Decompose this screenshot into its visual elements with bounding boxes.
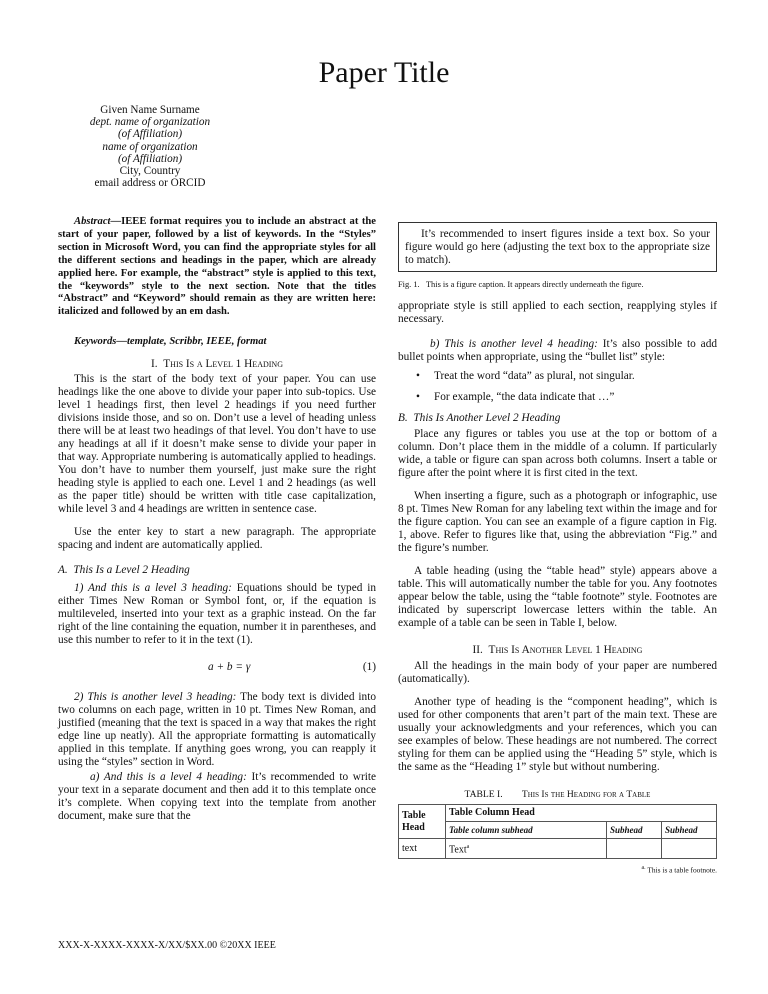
subsection-b-paragraph-3: A table heading (using the “table head” style) appears above a table. This will automatically number the table for you. Any footnotes appear below the table, using the “table footnote” style. Footnotes are indicated by superscript lowercase letters within the table. An example of a table can be seen in Table I, below. [398, 565, 717, 629]
right-column [398, 222, 717, 877]
level3-paragraph-2: 2) This is another level 3 heading: The body text is divided into two columns on each page, written in 10 pt. Times New Roman, and justified (meaning that the text is spaced in a way that makes the right edge line up neatly). All the appropriate formatting is automatically applied in this template. If anything goes wrong, you can reapply it using the “styles” section in Word. [58, 691, 376, 769]
bullet-item: • Treat the word “data” as plural, not singular. [398, 370, 717, 383]
table-head: Table Head [399, 805, 446, 839]
equation-expression: a + b = γ [208, 661, 251, 674]
author-contact: email address or ORCID [94, 177, 206, 190]
table-cell: text [399, 839, 446, 859]
author-block [70, 104, 230, 189]
continued-paragraph: appropriate style is still applied to each section, reapplying styles if necessary. [398, 300, 717, 325]
author-affiliation-2: (of Affiliation) [117, 152, 183, 165]
left-column [58, 216, 376, 823]
keywords-label: Keywords— [74, 336, 127, 348]
subsection-heading-b: B. This Is Another Level 2 Heading [398, 412, 561, 424]
keywords [58, 335, 376, 348]
keywords-text: template, Scribbr, IEEE, format [126, 336, 267, 348]
copyright-footer: XXX-X-XXXX-XXXX-X/XX/$XX.00 ©20XX IEEE [58, 940, 276, 951]
equation-1 [58, 661, 376, 675]
paper-title: Paper Title [318, 56, 450, 89]
figure-caption: Fig. 1. This is a figure caption. It appears directly underneath the figure. [398, 280, 644, 289]
equation-number: (1) [362, 661, 376, 674]
author-name: Given Name Surname [100, 104, 200, 116]
section-heading-2: II. This Is Another Level 1 Heading [472, 644, 643, 656]
author-location: City, Country [119, 165, 181, 178]
table-footnote: $^{a.}$ This is a table footnote. [641, 865, 717, 875]
author-org: name of organization [102, 140, 198, 153]
abstract-text: IEEE format requires you to include an abstract at the start of your paper, followed by a list of keywords. In the “Styles” section in Microsoft Word, you can find the appropriate styles for all the different sections and headings in the paper, which are already applied here. For example, the “abstract” style is applied to this text, the “keywords” style to the next section. Note that the titles “Abstract” and “Keyword” should remain as they are written here: italicized and followed by an em dash. [58, 216, 376, 318]
bullet-item: • For example, “the data indicate that …” [398, 391, 717, 404]
table-subhead: Subhead [662, 822, 717, 839]
subsection-heading-a: A. This Is a Level 2 Heading [58, 564, 190, 577]
section1-paragraph-2: Use the enter key to start a new paragraph. The appropriate spacing and indent are automatically applied. [58, 526, 376, 552]
level4-paragraph-b: b) This is another level 4 heading: It’s also possible to add bullet points when appropriate, using the “bullet list” style: [398, 338, 717, 363]
table-subhead: Subhead [607, 822, 662, 839]
table-cell [662, 839, 717, 859]
level4-paragraph-a: a) And this is a level 4 heading: It’s recommended to write your text in a separate document and then add it to this template once it’s complete. When copying text into the template from another document, make sure that the [58, 771, 377, 823]
subsection-b-paragraph-1: Place any figures or tables you use at the top or bottom of a column. Don’t place them in the middle of a column. If particularly wide, a table or figure can span across both columns. Insert a table or figure after the point where it is first cited in the text. [398, 428, 717, 479]
table-cell: Text$^a$ [446, 839, 607, 859]
table-subhead: Table column subhead [446, 822, 607, 839]
abstract: Abstract—IEEE format requires you to include an abstract at the start of your paper, followed by a list of keywords. In the “Styles” section in Microsoft Word, you can find the appropriate styles for all the different sections and headings in the paper, which are already applied here. For example, the “abstract” style is applied to this text, the “keywords” style to the next section. Note that the titles “Abstract” and “Keyword” should remain as they are written here: italicized and followed by an em dash. [58, 216, 376, 318]
table-caption: TABLE I. This Is the Heading for a Table [464, 789, 651, 800]
table-1 [398, 804, 717, 859]
abstract-label: Abstract [74, 216, 111, 227]
table-cell [607, 839, 662, 859]
section1-paragraph-1: This is the start of the body text of your paper. You can use headings like the one above to divide your paper into sub-topics. Use level 1 headings first, then level 2 headings if you need further divisions inside those, and so on. Don’t use a level of heading unless there will be at least two headings of that level. You don’t have to use any headings at all if it doesn’t make sense to divide your paper in that way. Appropriate numbering is automatically applied to headings. You don’t have to number them yourself, just make sure the right heading style is applied to each one. Level 1 and 2 headings (as well as the paper title) should be written with title case capitalization, while level 3 and 4 headings are written in sentence case. [58, 373, 376, 516]
author-dept: dept. name of organization [89, 116, 211, 129]
table-column-head: Table Column Head [446, 805, 717, 822]
section2-paragraph-1: All the headings in the main body of your paper are numbered (automatically). [398, 660, 717, 685]
figure-text-box [398, 222, 717, 272]
subsection-b-paragraph-2: When inserting a figure, such as a photograph or infographic, use 8 pt. Times New Roman for any labeling text within the image and for the figure caption. You can see an example of a figure caption in Fig. 1, above. Refer to figures like that, using the abbreviation “Fig.” and the figure’s number. [398, 490, 717, 554]
figure-box-text: It’s recommended to insert figures inside a text box. So your figure would go here (adjusting the text box to the appropriate size to match). [405, 228, 710, 266]
bullet-list [398, 370, 717, 404]
section2-paragraph-2: Another type of heading is the “component heading”, which is used for other components that aren’t part of the main text. These are usually your acknowledgments and your references, which you can see examples of below. These headings are not numbered. The correct styling for them can be applied using the “Heading 5” style, which is the same as the “Heading 1” style but without numbering. [398, 696, 717, 773]
section-heading-1: I. This Is a Level 1 Heading [151, 358, 283, 371]
author-affiliation-1: (of Affiliation) [117, 128, 183, 141]
level3-paragraph-1: 1) And this is a level 3 heading: Equations should be typed in either Times New Roman or Symbol font, or, if the equation is multileveled, inserted into your text as a graphic instead. On the far right of the line containing the equation, number it in parentheses, and use this number to refer to it in the text (1). [58, 582, 377, 647]
